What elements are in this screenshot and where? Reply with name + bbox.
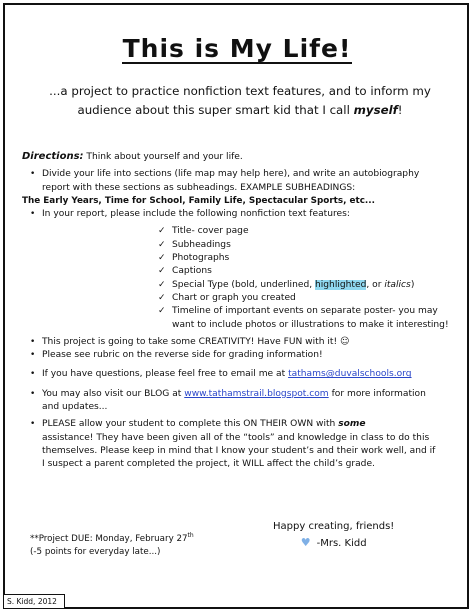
directions-text: Think about yourself and your life. (83, 152, 243, 162)
due-date-suffix: th (187, 532, 194, 539)
bullet-own-work-cont: themselves. Please keep in mind that I know your student’s and their work well, and if (42, 445, 436, 456)
bullet-creativity (22, 336, 454, 349)
feature-item (22, 225, 454, 238)
special-type-end: ) (410, 279, 415, 290)
intro-line-2-end: ! (397, 103, 403, 117)
due-date-text: **Project DUE: Monday, February 27 (30, 533, 188, 544)
intro-paragraph (30, 82, 450, 120)
feature-text: Photographs (172, 253, 230, 264)
late-penalty: (-5 points for everyday late...) (30, 546, 161, 557)
bullet-text: PLEASE allow your student to complete this ON THEIR OWN with (42, 419, 339, 430)
checkmark-icon: ✓ (158, 279, 166, 290)
due-date-block (30, 529, 194, 559)
checkmark-icon: ✓ (158, 306, 166, 317)
bullet-blog-cont: and updates... (42, 402, 108, 413)
feature-text: Timeline of important events on separate poster- you may (172, 306, 438, 317)
intro-line-2-text: audience about this super smart kid that I call (77, 103, 354, 117)
signoff-greeting: Happy creating, friends! (273, 521, 395, 532)
bullet-rubric (22, 349, 454, 362)
emphasis-word: some (338, 419, 366, 430)
bullet-own-work-cont: I suspect a parent completed the project, it WILL affect the child’s grade. (42, 459, 375, 470)
feature-item (22, 305, 454, 318)
feature-item (22, 252, 454, 265)
bullet-own-work-cont: assistance! They have been given all of the “tools” and knowledge in class to do this (42, 432, 430, 443)
feature-item (22, 292, 454, 305)
bullet-icon: • (30, 209, 36, 220)
bullet-text: In your report, please include the following nonfiction text features: (42, 209, 350, 220)
bullet-text: Divide your life into sections (life map may help here), and write an autobiography (42, 169, 420, 180)
bullet-icon: • (30, 336, 36, 347)
special-type-mid: , or (366, 279, 385, 290)
email-link[interactable]: tathams@duvalschools.org (288, 369, 412, 380)
blog-link[interactable]: www.tathamstrail.blogspot.com (184, 388, 329, 399)
footer-credit: S. Kidd, 2012 (3, 594, 65, 609)
example-subheadings: The Early Years, Time for School, Family Life, Spectacular Sports, etc... (22, 195, 375, 206)
bullet-icon: • (30, 419, 36, 430)
bullet-divide (22, 168, 454, 181)
feature-text: Chart or graph you created (172, 292, 296, 303)
page-title (0, 34, 474, 64)
signoff-block (273, 519, 394, 552)
highlighted-word: highlighted (315, 279, 367, 290)
bullet-text: If you have questions, please feel free to email me at (42, 369, 289, 380)
bullet-text-end: for more information (328, 388, 426, 399)
directions-section (22, 150, 454, 472)
feature-text: Subheadings (172, 239, 231, 250)
due-date-line (30, 529, 194, 546)
italic-word: italics (384, 279, 411, 290)
feature-item (22, 239, 454, 252)
feature-text: Title- cover page (172, 226, 249, 237)
heart-icon: ♥ (300, 536, 311, 549)
checkmark-icon: ✓ (158, 266, 166, 277)
intro-emphasis: myself (353, 103, 398, 117)
directions-label: Directions: (22, 151, 84, 162)
directions-line (22, 150, 454, 164)
feature-item (22, 265, 454, 278)
intro-line-1: ...a project to practice nonfiction text features, and to inform my (49, 84, 431, 98)
bullet-divide-cont: report with these sections as subheadings. EXAMPLE SUBHEADINGS: (42, 182, 356, 193)
bullet-icon: • (30, 388, 36, 399)
bullet-blog (22, 388, 454, 401)
signoff-name-line (273, 535, 394, 552)
special-type-text: Special Type (bold, underlined, (172, 279, 315, 290)
checkmark-icon: ✓ (158, 253, 166, 264)
bullet-icon: • (30, 350, 36, 361)
feature-text: Captions (172, 266, 212, 277)
bullet-text: Please see rubric on the reverse side for grading information! (42, 350, 323, 361)
feature-timeline-cont: want to include photos or illustrations to make it interesting! (172, 319, 449, 330)
bullet-email (22, 368, 454, 381)
bullet-text: You may also visit our BLOG at (42, 388, 185, 399)
checkmark-icon: ✓ (158, 239, 166, 250)
signoff-name: -Mrs. Kidd (316, 538, 367, 549)
bullet-icon: • (30, 169, 36, 180)
bullet-icon: • (30, 369, 36, 380)
bullet-text: This project is going to take some CREATIVITY! Have FUN with it! ☺ (42, 336, 350, 347)
feature-special-type (22, 279, 454, 292)
intro-line-2 (30, 101, 450, 120)
checkmark-icon: ✓ (158, 292, 166, 303)
bullet-own-work (22, 418, 454, 431)
bullet-include (22, 208, 454, 221)
checkmark-icon: ✓ (158, 226, 166, 237)
title-text: This is My Life! (122, 34, 352, 63)
